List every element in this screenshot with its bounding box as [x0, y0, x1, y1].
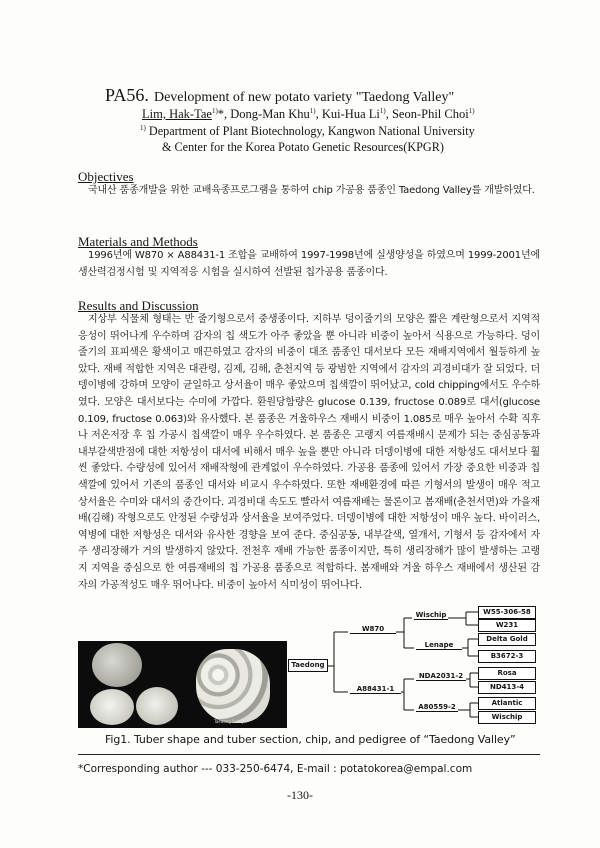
- affiliation-line-2: & Center for the Korea Potato Genetic Resources(KPGR): [162, 140, 444, 154]
- node-lenape: Lenape: [416, 641, 462, 650]
- node-nd413-4: ND413-4: [478, 681, 536, 694]
- tuber-section-right-image: [136, 687, 178, 725]
- node-w870: W870: [350, 625, 396, 634]
- node-wischip-2: Wischip: [478, 711, 536, 724]
- footnote-divider: [78, 754, 540, 755]
- affiliation-mark: 1): [140, 124, 146, 132]
- paper-title: Development of new potato variety "Taedong Valley": [153, 90, 455, 105]
- node-w55-306-58: W55-306-58: [478, 606, 536, 619]
- author-4-affil-mark: 1): [468, 107, 475, 115]
- paper-title-line: [105, 85, 585, 106]
- figure-caption: Fig1. Tuber shape and tuber section, chip, and pedigree of “Taedong Valley”: [105, 733, 516, 746]
- abstract-code: PA56.: [105, 85, 149, 105]
- affiliation-line-1: [140, 124, 475, 139]
- pedigree-diagram: [288, 606, 540, 732]
- whole-tuber-image: [92, 643, 142, 687]
- node-w231: W231: [478, 619, 536, 632]
- node-taedong: Taedong: [288, 659, 328, 672]
- author-3-affil-mark: 1): [379, 107, 386, 115]
- results-heading: Results and Discussion: [78, 298, 199, 313]
- author-4: , Seon-Phil Choi: [385, 107, 469, 122]
- author-1: Lim, Hak-Tae: [142, 107, 212, 122]
- methods-heading: Materials and Methods: [78, 234, 198, 249]
- author-1-affil-mark: 1): [211, 107, 218, 115]
- author-2-affil-mark: 1): [309, 107, 316, 115]
- node-a88431: A88431-1: [350, 685, 401, 694]
- objectives-text: 국내산 품종개발을 위한 교배육종프로그램을 통하여 chip 가공용 품종인 Taedong Valley를 개발하였다.: [88, 185, 535, 196]
- affiliation-department: Department of Plant Biotechnology, Kangwon National University: [145, 124, 475, 139]
- node-a80559: A80559-2: [416, 703, 458, 712]
- author-list: [142, 107, 475, 122]
- corresponding-author-footnote: *Corresponding author --- 033-250-6474, E-mail : potatokorea@empal.com: [78, 763, 473, 775]
- tuber-photo: [78, 641, 287, 728]
- node-rosa: Rosa: [478, 667, 536, 680]
- results-text: 지상부 식물체 형태는 반 줄기형으로서 중생종이다. 지하부 덩이줄기의 모양은 짧은 계란형으로서 지역적응성이 뛰어나게 우수하며 감자의 칩 색도가 아주 좋았을 뿐 아니라 비중이 높아서 식용으로 가능하다. 덩이줄기의 표피색은 황색이고 매끈하였고 감자의 비중이 대조 품종인 대서보다 모든 재배지역에서 월등하게 높았다. 재배 적합한 지역은 대관령, 김제, 김해, 춘천지역 등 광범한 지역에서 감자의 괴경비대가 잘 되었다. 더뎅이병에 강하며 모양이 균일하고 상서율이 매우 좋았으며 칩색깔이 뛰어났고, cold chipping에서도 우수하였다. 모양은 대서보다는 수미에 가깝다. 환원당함량은 glucose 0.139, fructose 0.089로 대서(glucose 0.109, fructose 0.063)와 유사했다. 본 품종은 겨울하우스 재배시 비중이 1.085로 매우 높아서 수확 직후나 저온저장 후 칩 가공시 칩색깔이 매우 우수하였다. 본 품종은 고랭지 여름재배시 문제가 되는 중심공동과 내부갈색반점에 대한 저항성이 대서에 비해서 매우 높을 뿐만 아니라 더뎅이병에 대한 저항성도 대서보다 훨씬 좋았다. 수량성에 있어서 재배작형에 관계없이 우수하였다. 가공용 품종에 있어서 가장 중요한 비중과 칩색깔에 있어서 기존의 품종인 대서와 비교시 우수하였다. 또한 재배환경에 따른 기형서의 발생이 매우 적고 상서율은 수미와 대서의 중간이다. 괴경비대 속도도 빨라서 여름재배는 물론이고 봄재배(춘천서면)와 가을재배(김해) 작형으로도 안정된 수량성과 상서율을 보여주었다. 더뎅이병에 대한 저항성이 매우 높다. 바이러스, 역병에 대한 저항성은 대서와 유사한 경향을 보여 준다. 중심공동, 내부갈색, 열개서, 기형서 등 감자에서 자주 생리장해가 거의 발생하지 않았다. 전천후 재배 가능한 품종이지만, 특히 생리장해가 많이 발생하는 고랭지 지역을 중심으로 한 여름재배의 칩 가공용 품종으로 적합하다. 봄재배와 겨울 하우스 재배에서 생산된 감자의 가공적성도 매우 뛰어나다. 비중이 높아서 식미성이 뛰어나다.: [78, 314, 540, 591]
- node-b3672-3: B3672-3: [478, 650, 536, 663]
- node-wischip: Wischip: [415, 611, 447, 619]
- tuber-section-left-image: [90, 689, 134, 725]
- author-3: , Kui-Hua Li: [315, 107, 380, 122]
- node-atlantic: Atlantic: [478, 697, 536, 710]
- objectives-heading: Objectives: [78, 169, 134, 184]
- photo-label: Taedong Valley: [214, 719, 244, 724]
- corresponding-mark: *,: [217, 107, 228, 122]
- node-delta-gold: Delta Gold: [478, 633, 536, 646]
- page-number: -130-: [287, 788, 313, 802]
- methods-text: 1996년에 W870 × A88431-1 조합을 교배하여 1997-1998년에 실생양성을 하였으며 1999-2001년에 생산력검정시험 및 지역적응 시험을 실시하여 선발된 칩가공용 품종이다.: [78, 250, 540, 278]
- potato-chips-image: [196, 649, 270, 723]
- author-2: Dong-Man Khu: [227, 107, 310, 122]
- node-nda2031: NDA2031-2: [416, 672, 466, 681]
